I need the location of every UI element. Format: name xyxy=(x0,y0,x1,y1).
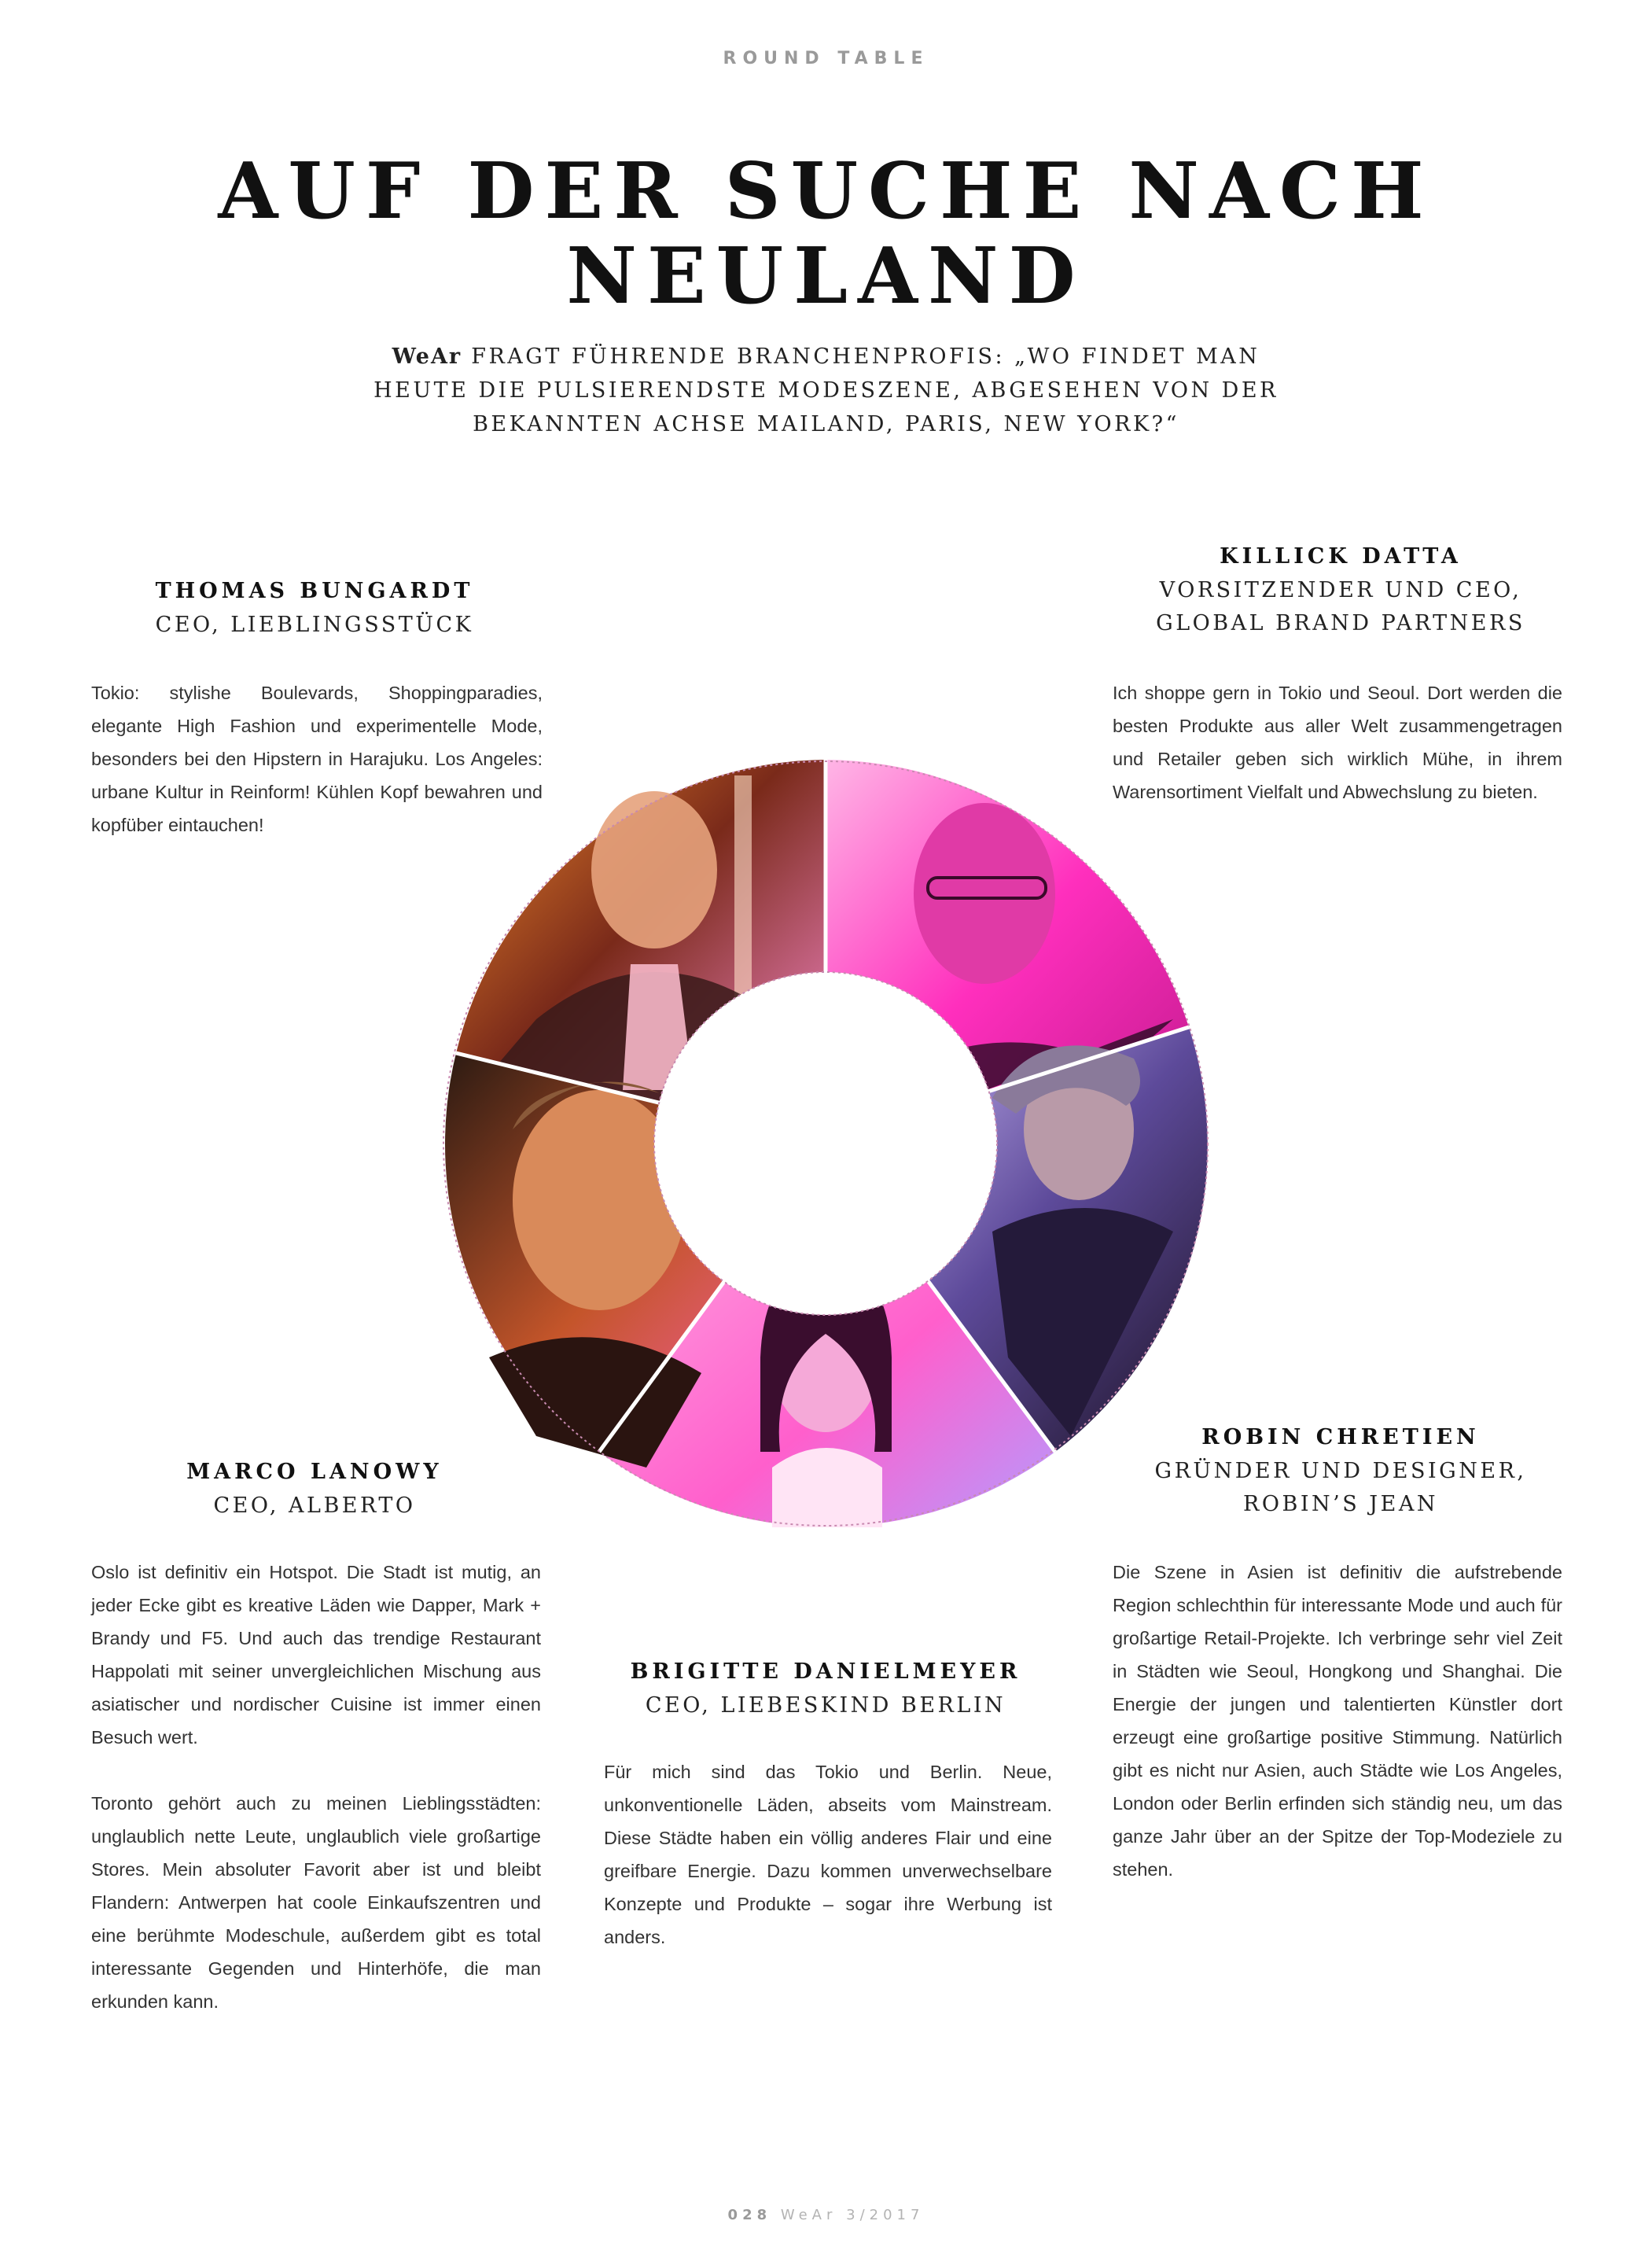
role-chretien-line-2: ROBIN’S JEAN xyxy=(1243,1492,1438,1516)
section-kicker: ROUND TABLE xyxy=(723,49,929,68)
role-chretien-line-1: GRÜNDER UND DESIGNER, xyxy=(1154,1459,1527,1483)
quote-paragraph: Toronto gehört auch zu meinen Lieblingsstädten: unglaublich nette Leute, unglaublich viele großartige Stores. Mein absoluter Favorit aber ist und bleibt Flandern: Antwerpen hat coole Einkaufszentren und eine berühmte Modeschule, außerdem gibt es total interessante Gegenden und Hinterhöfe, die man erkunden kann. xyxy=(91,1793,541,2012)
name-chretien: ROBIN CHRETIEN xyxy=(1201,1425,1480,1449)
role-bungardt: CEO, LIEBLINGSSTÜCK xyxy=(155,613,474,637)
quote-paragraph: Oslo ist definitiv ein Hotspot. Die Stadt ist mutig, an jeder Ecke gibt es kreative Läden wie Dapper, Mark + Brandy und F5. Und auch das trendige Restaurant Happolati mit seiner unvergleichlichen Mischung aus asiatischer und nordischer Cuisine ist immer einen Besuch wert. xyxy=(91,1562,541,1748)
standfirst-line-3: BEKANNTEN ACHSE MAILAND, PARIS, NEW YORK?“ xyxy=(473,412,1179,436)
page-folio xyxy=(0,2207,1652,2223)
wheel-center-hole xyxy=(654,972,997,1315)
quote-danielmeyer xyxy=(604,1755,1052,1954)
quote-paragraph: Die Szene in Asien ist definitiv die aufstrebende Region schlechthin für interessante Mode und auch für großartige Retail-Projekte. Ich verbringe sehr viel Zeit in Städten wie Seoul, Hongkong und Shanghai. Die Energie der jungen und talentierten Künstler dort erzeugt eine großartige positive Stimmung. Natürlich gibt es nicht nur Asien, auch Städte wie Los Angeles, London oder Berlin erfinden sich ständig neu, um das ganze Jahr über an der Spitze der Top-Modeziele zu stehen. xyxy=(1113,1562,1562,1880)
role-lanowy: CEO, ALBERTO xyxy=(213,1493,416,1518)
quote-chretien xyxy=(1113,1556,1562,1886)
standfirst xyxy=(315,340,1337,441)
name-lanowy: MARCO LANOWY xyxy=(186,1460,443,1484)
quote-paragraph: Für mich sind das Tokio und Berlin. Neue, unkonventionelle Läden, abseits vom Mainstream. Diese Städte haben ein völlig anderes Flair und eine greifbare Energie. Dazu kommen unverwechselbare Konzepte und Produkte – sogar ihre Werbung ist anders. xyxy=(604,1762,1052,1947)
role-datta-line-1: VORSITZENDER UND CEO, xyxy=(1159,578,1522,602)
standfirst-brand: WeAr xyxy=(392,344,462,369)
quote-paragraph: Ich shoppe gern in Tokio und Seoul. Dort werden die besten Produkte aus aller Welt zusammengetragen und Retailer geben sich wirklich Mühe, in ihrem Warensortiment Vielfalt und Abwechslung zu bieten. xyxy=(1113,683,1562,802)
role-danielmeyer: CEO, LIEBESKIND BERLIN xyxy=(645,1693,1006,1718)
name-bungardt: THOMAS BUNGARDT xyxy=(155,579,474,603)
quote-lanowy xyxy=(91,1556,541,2018)
standfirst-line-2: HEUTE DIE PULSIERENDSTE MODESZENE, ABGESEHEN VON DER xyxy=(373,378,1279,403)
name-danielmeyer: BRIGITTE DANIELMEYER xyxy=(630,1659,1021,1684)
headline-line-2: NEULAND xyxy=(566,231,1086,322)
quote-paragraph: Tokio: stylishe Boulevards, Shoppingparadies, elegante High Fashion und experimentelle Mode, besonders bei den Hipstern in Harajuku. Los Angeles: urbane Kultur in Reinform! Kühlen Kopf bewahren und kopfüber eintauchen! xyxy=(91,683,543,835)
page-number: 028 xyxy=(727,2207,772,2223)
standfirst-line-1: FRAGT FÜHRENDE BRANCHENPROFIS: „WO FINDET MAN xyxy=(471,344,1260,369)
headline-line-1: AUF DER SUCHE NACH xyxy=(218,146,1434,237)
page-headline xyxy=(118,146,1534,322)
issue-label: WeAr 3/2017 xyxy=(780,2207,925,2223)
role-datta-line-2: GLOBAL BRAND PARTNERS xyxy=(1156,611,1525,635)
name-datta: KILLICK DATTA xyxy=(1220,544,1462,569)
portrait-wheel xyxy=(442,760,1209,1527)
